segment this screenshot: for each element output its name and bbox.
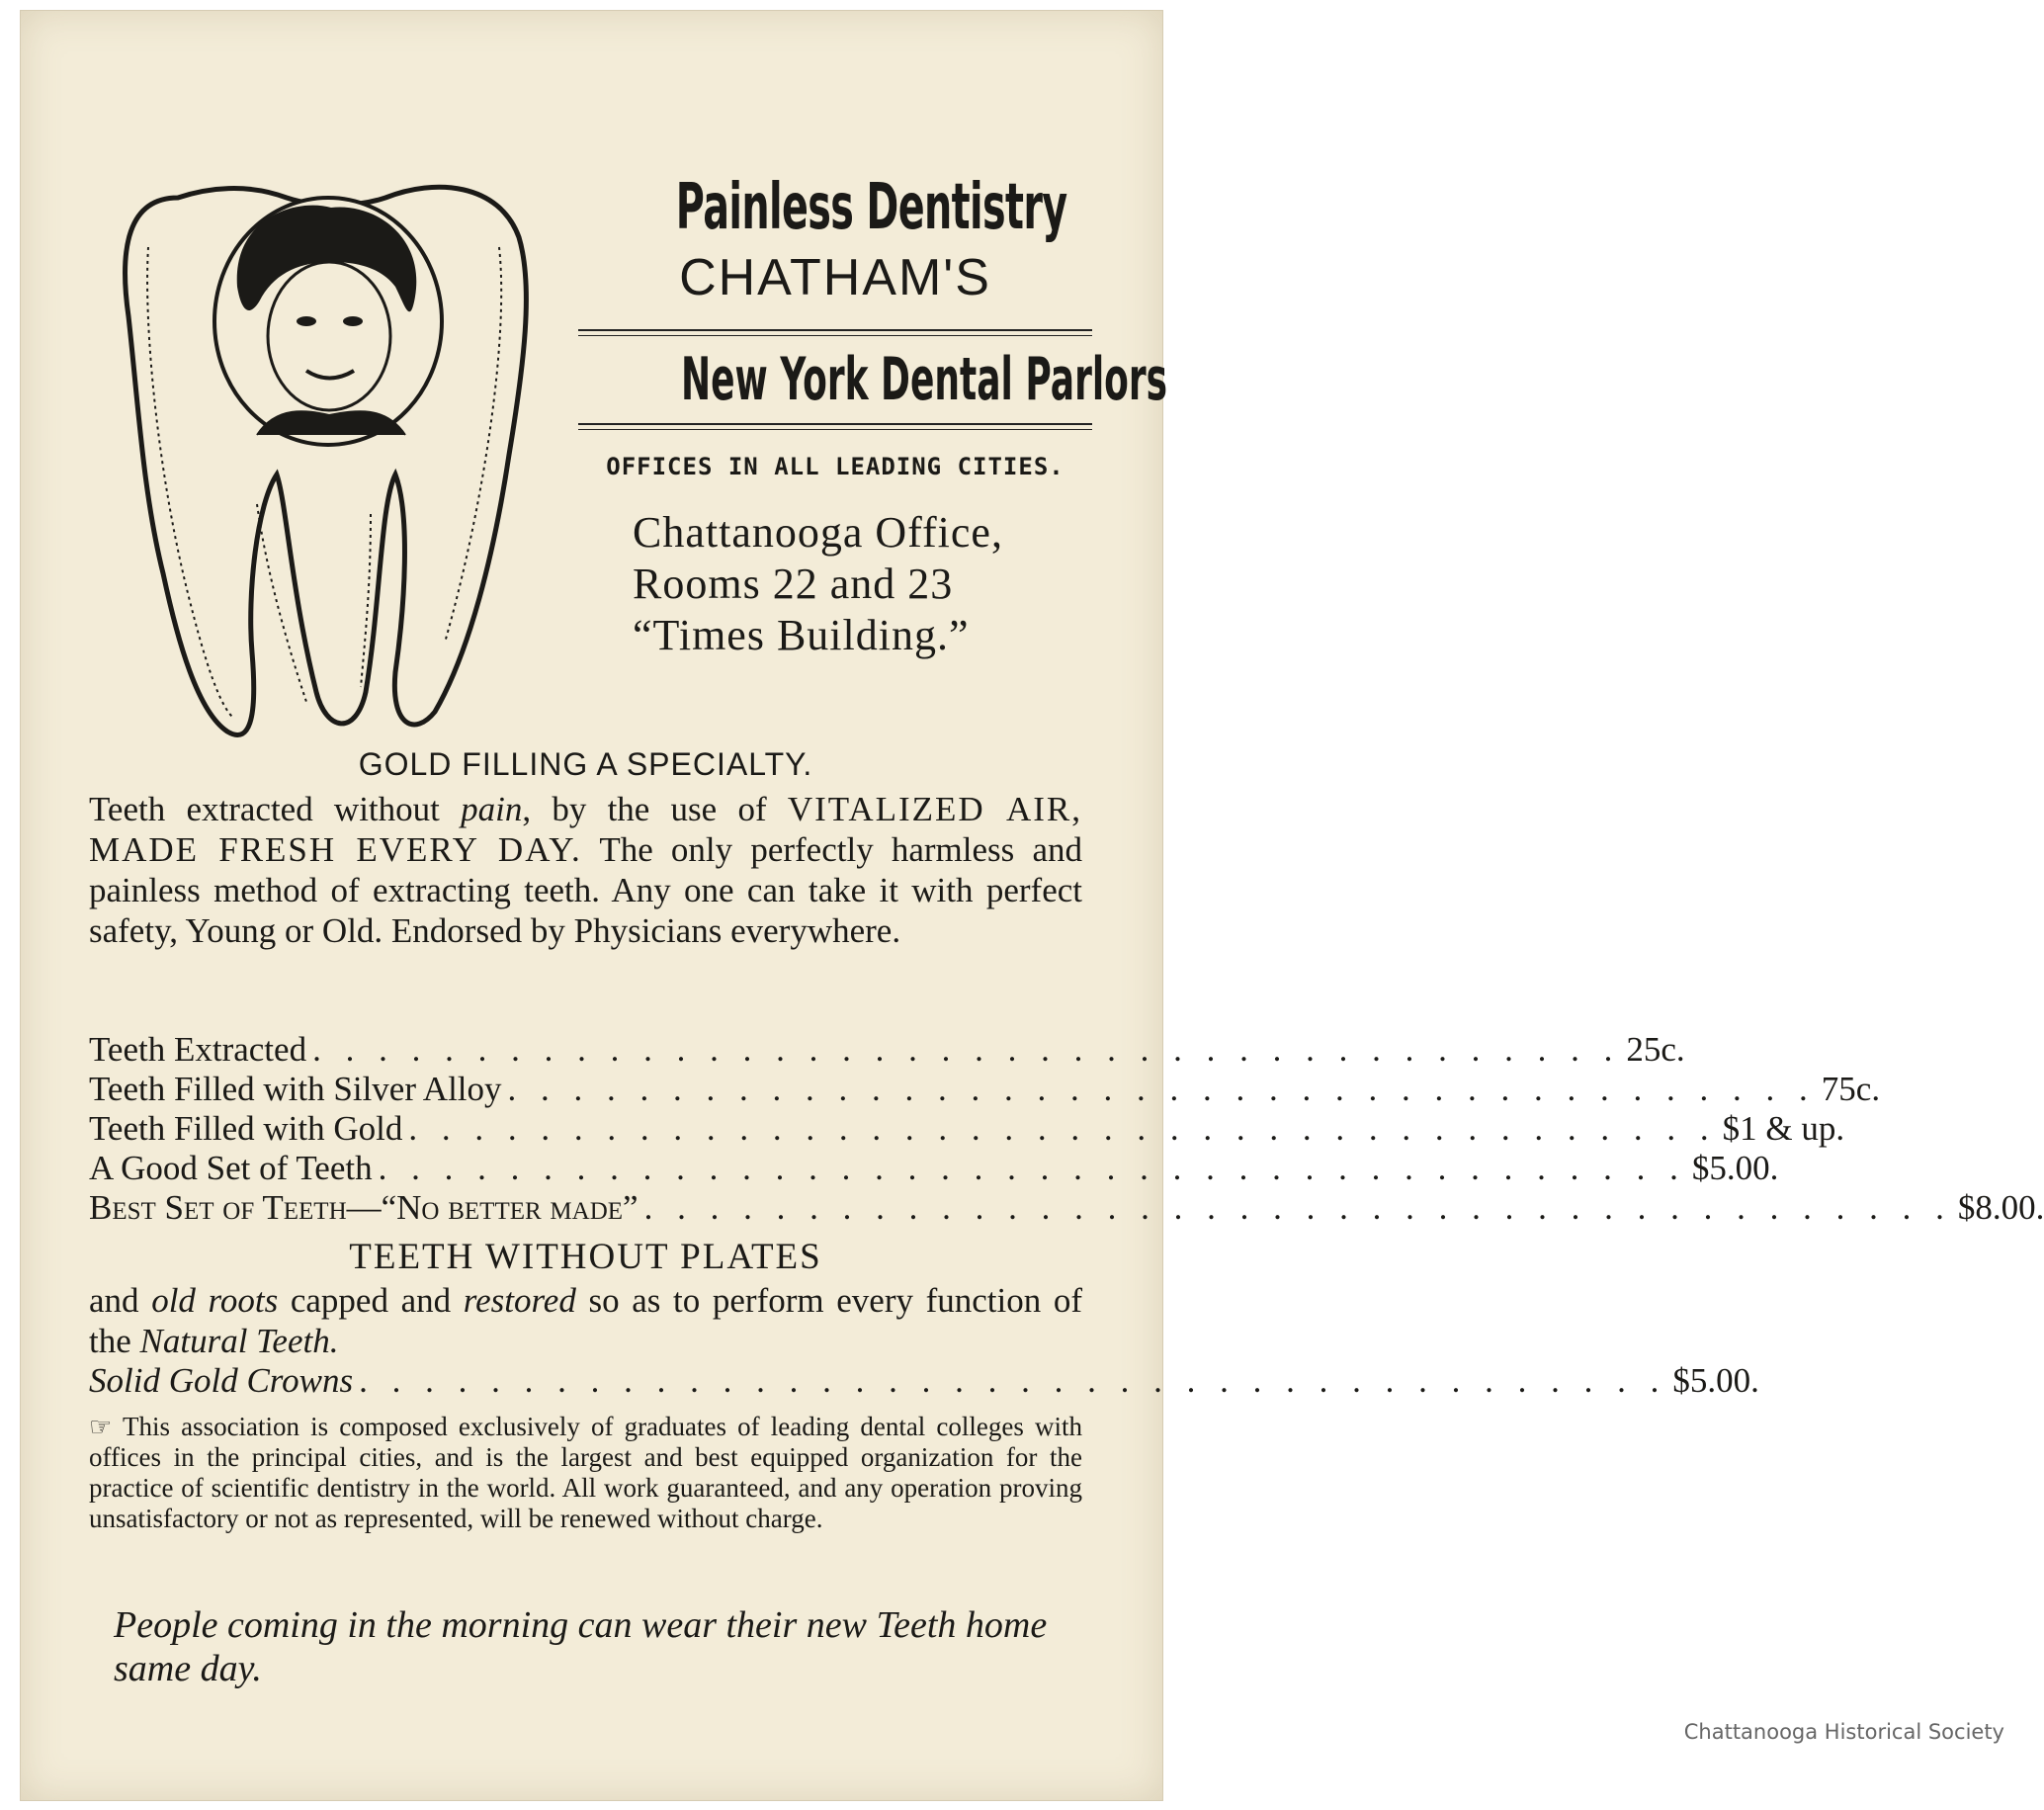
price-row: A Good Set of Teeth . . . . . . . . . . . . . . . . . . . . . . . . . . . . . . . . . . . . . . . . $5.00. (89, 1149, 1779, 1187)
price-row: Best Set of Teeth—“No better made” . . . . . . . . . . . . . . . . . . . . . . . . . . . . . . . . . . . . . . . . $8.00. (89, 1188, 2044, 1227)
business-name: New York Dental Parlors (681, 345, 1168, 414)
price-amount: $8.00. (1957, 1188, 2044, 1227)
ad-title: Painless Dentistry (675, 171, 1067, 244)
office-address (578, 507, 1092, 661)
association-paragraph: ☞ This association is composed exclusively of graduates of leading dental colleges with offices in the principal cities, and is the largest and best equipped organization for the practice of scientific dentistry in the world. All work guaranteed, and any operation proving unsatisfactory or not as represented, will be renewed without charge. (89, 1412, 1083, 1533)
price-amount: 25c. (1626, 1030, 1685, 1069)
tooth-portrait-illustration (119, 178, 544, 741)
plates-heading: TEETH WITHOUT PLATES (349, 1237, 822, 1277)
closing-line: People coming in the morning can wear their new Teeth home same day. (114, 1604, 1048, 1689)
price-amount: $5.00. (1672, 1361, 1759, 1400)
address-line: Rooms 22 and 23 (633, 560, 954, 608)
header-block (578, 171, 1168, 661)
divider-bottom (578, 423, 1092, 425)
price-amount: $5.00. (1691, 1149, 1779, 1187)
intro-paragraph: Teeth extracted without pain, by the use of VITALIZED AIR, MADE FRESH EVERY DAY. The only perfectly harmless and painless method of extracting teeth. Any one can take it with perfect safety, Young or Old. Endorsed by Physicians everywhere. (89, 790, 1083, 950)
price-amount: $1 & up. (1722, 1109, 1845, 1148)
price-row: Teeth Extracted . . . . . . . . . . . . . . . . . . . . . . . . . . . . . . . . . . . . . . . . 25c. (89, 1030, 1685, 1069)
watermark-credit: Chattanooga Historical Society (1683, 1720, 2004, 1744)
emphasis-pain: pain (461, 790, 523, 828)
vitalized-air: VITALIZED AIR, MADE FRESH EVERY DAY. (89, 790, 1083, 869)
divider-top (578, 329, 1092, 331)
offices-note: OFFICES IN ALL LEADING CITIES. (606, 453, 1065, 480)
crown-price-row: Solid Gold Crowns . . . . . . . . . . . . . . . . . . . . . . . . . . . . . . . . . . . . . . . . $5.00. (89, 1361, 1759, 1400)
price-amount: 75c. (1821, 1070, 1881, 1108)
price-row: Teeth Filled with Gold . . . . . . . . . . . . . . . . . . . . . . . . . . . . . . . . . . . . . . . . $1 & up. (89, 1109, 1845, 1148)
company-name: CHATHAM'S (679, 249, 991, 306)
price-row: Teeth Filled with Silver Alloy . . . . . . . . . . . . . . . . . . . . . . . . . . . . . . . . . . . . . . . . 75c. (89, 1070, 1881, 1108)
specialty-heading-wrap (89, 746, 1082, 783)
plates-paragraph: and old roots capped and restored so as to perform every function of the Natural Teeth. (89, 1281, 1083, 1360)
address-line: “Times Building.” (633, 611, 970, 659)
address-line: Chattanooga Office, (633, 508, 1003, 557)
price-list (89, 1030, 2044, 1228)
specialty-heading: GOLD FILLING A SPECIALTY. (358, 746, 813, 782)
plates-section (89, 1236, 1759, 1401)
pointing-hand-icon: ☞ (89, 1413, 113, 1441)
